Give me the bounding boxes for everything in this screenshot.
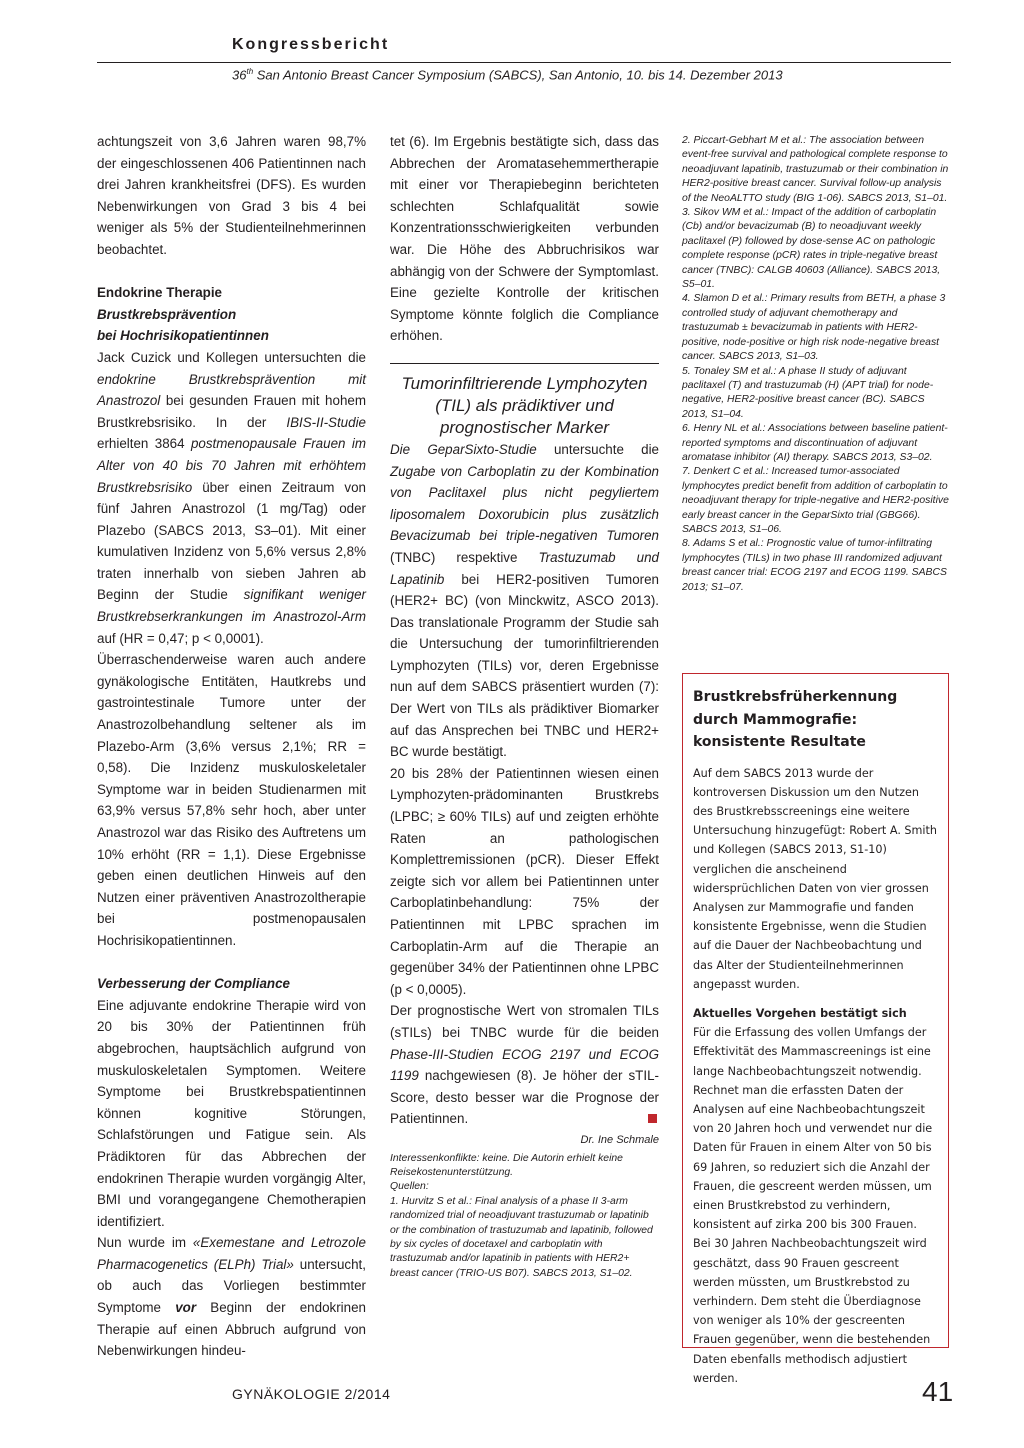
- sidebar-box-mammografie: [682, 673, 949, 1385]
- reference-item: 8. Adams S et al.: Prognostic value of tumor-infiltrating lymphocytes (TILs) in two phase III randomized adjuvant breast cancer trial: ECOG 2197 and ECOG 1199. SABCS 2013; S1–07.: [682, 538, 947, 593]
- section-heading-endokrine-therapie: Endokrine Therapie: [97, 285, 223, 301]
- box-subheading: Aktuelles Vorgehen bestätigt sich: [693, 1006, 907, 1020]
- references-heading: Quellen:: [390, 1181, 429, 1193]
- subheading-compliance: Verbesserung der Compliance: [97, 976, 290, 992]
- reference-item: 3. Sikov WM et al.: Impact of the addition of carboplatin (Cb) and/or bevacizumab (B) to neoadjuvant weekly paclitaxel (P) followed by dose-sense AC on pathologic complete response (pCR) rates in triple-negative breast cancer (TNBC): CALGB 40603 (Alliance). SABCS 2013, S5–01.: [682, 207, 941, 291]
- text-run: untersucht, ob auch das Vorliegen bestimmter Symptome: [97, 1256, 366, 1316]
- text-run-italic: endokrine Brustkrebsprävention mit Anastrozol: [97, 371, 366, 409]
- text-run-italic: signifikant weniger Brustkrebserkrankungen im Anastrozol-Arm: [97, 587, 366, 625]
- text-run: bei gesunden Frauen mit hohem Brustkrebsrisiko. In der: [97, 393, 366, 430]
- footer-journal-name: GYNÄKOLOGIE 2/2014: [232, 1386, 391, 1402]
- box-title: Brustkrebsfrüherkennung durch Mammografie: konsistente Resultate: [693, 689, 898, 750]
- subtitle-number: 36: [232, 67, 247, 83]
- paragraph: [390, 1000, 659, 1130]
- running-header-subtitle: [232, 67, 783, 82]
- reference-item: 1. Hurvitz S et al.: Final analysis of a phase II 3-arm randomized trial of neoadjuvant trastuzumab or lapatinib or the combination of trastuzumab and lapatinib, followed by six cycles of docetaxel and carboplatin with trastuzumab and/or lapatinib in patients with HER2+ breast cancer (TRIO-US B07). SABCS 2013, S1–02.: [390, 1195, 653, 1279]
- column-right-references: [682, 134, 952, 595]
- reference-item: 2. Piccart-Gebhart M et al.: The association between event-free survival and pathological complete response to neoadjuvant lapatinib, trastuzumab or their combination in HER2-positive breast cancer. Survival follow-up analysis of the NeoALTTO study (BIG 1-06). SABCS 2013, S1–01.: [682, 135, 949, 204]
- subtitle-text: San Antonio Breast Cancer Symposium (SABCS), San Antonio, 10. bis 14. Dezember 2013: [253, 67, 783, 83]
- reference-item: 5. Tonaley SM et al.: A phase II study of adjuvant paclitaxel (T) and trastuzumab (H) (APT trial) for node-negative, HER2-positive breast cancer (BC). SABCS 2013, S1–04.: [682, 365, 934, 420]
- author-signature: Dr. Ine Schmale: [580, 1133, 659, 1146]
- paragraph: Überraschenderweise waren auch andere gynäkologische Entitäten, Hautkrebs und gastrointestinale Tumore unter der Anastrozolbehandlung seltener als im Plazebo-Arm (3,6% versus 2,1%; RR = 0,58). Die Inzidenz muskuloskeletaler Symptome war in beiden Studienarmen mit 63,9% versus 57,8% sehr hoch, aber unter Anastrozol war das Risiko des Auftretens um 10% erhöht (RR = 1,1). Diese Ergebnisse geben einen deutlichen Hinweis auf den Nutzen einer präventiven Anastrozoltherapie bei postmenopausalen Hochrisikopatientinnen.: [97, 652, 366, 948]
- column-left: [97, 131, 366, 1362]
- text-run: (TNBC) respektive: [390, 549, 539, 565]
- text-run-italic: Die: [390, 441, 428, 457]
- text-run: erhielten 3864: [97, 436, 191, 452]
- reference-item: 6. Henry NL et al.: Associations between baseline patient-reported symptoms and discontinuation of adjuvant aromatase inhibitor (AI) therapy. SABCS 2013, S3–02.: [682, 423, 948, 463]
- text-run: nachgewiesen (8). Je höher der sTIL-Score, desto besser war die Prognose der Patientinnen.: [390, 1068, 659, 1127]
- paragraph: tet (6). Im Ergebnis bestätigte sich, dass das Abbrechen der Aromatasehemmertherapie mit einer vor Therapiebeginn berichteten schlechten Schlafqualität sowie Konzentrationsschwierigkeiten verbunden war. Die Höhe des Abbruchrisikos war abhängig von der Schwere der Symptomlast. Eine gezielte Kontrolle der kritischen Symptome könnte folglich die Compliance erhöhen.: [390, 134, 659, 344]
- text-run: untersuchte die: [536, 441, 659, 457]
- paragraph: achtungszeit von 3,6 Jahren waren 98,7% der eingeschlossenen 406 Patientinnen nach drei Jahren krankheitsfrei (DFS). Es wurden Nebenwirkungen von Grad 3 bis 4 bei weniger als 5% der Studienteilnehmerinnen beobachtet.: [97, 134, 366, 257]
- running-header-title: Kongressbericht: [232, 36, 390, 53]
- text-run: bei HER2-positiven Tumoren (HER2+ BC) (von Minckwitz, ASCO 2013). Das translationale Programm der Studie sah die Untersuchung der tumorinfiltrierenden Lymphozyten (TILs) vor, deren Ergebnisse nun auf dem SABCS präsentiert wurden (7): Der Wert von TILs als prädiktiver Biomarker auf das Ansprechen bei TNBC und HER2+ BC wurde bestätigt.: [390, 571, 659, 760]
- text-run-bold-italic: vor: [175, 1300, 197, 1316]
- text-run-italic: postmenopausale Frauen im Alter von 40 bis 70 Jahren mit erhöhtem Brustkrebsrisiko: [97, 436, 366, 495]
- subheading-brustkrebspraevention: Brustkrebsprävention: [97, 306, 237, 322]
- box-paragraph: Für die Erfassung des vollen Umfangs der Effektivität des Mammascreenings ist eine lange Nachbeobachtungszeit notwendig. Rechnet man die erfassten Daten der Analysen auf eine Nachbeobachtungszeit von 20 Jahren hoch und verwendet nur die Daten für Frauen in einem Alter von 50 bis 69 Jahren, so reduziert sich die Anzahl der Frauen, die gescreent werden müssen, um einen Brustkrebstod zu verhindern, konsistent auf zirka 200 bis 300 Frauen. Bei 30 Jahren Nachbeobachtungszeit wird geschätzt, dass 90 Frauen gescreent werden müssten, um Brustkrebstod zu verhindern. Dem steht die Überdiagnose von weniger als 10% der gescreenten Frauen gegenüber, wenn die bestehenden Daten ebenfalls methodisch adjustiert werden.: [693, 1026, 933, 1385]
- text-run-italic: GeparSixto-Studie: [427, 441, 537, 457]
- text-run-italic: «Exemestane and Letrozole Pharmacogenetics (ELPh) Trial»: [97, 1235, 367, 1272]
- column-middle: [390, 131, 659, 1281]
- text-run-italic: Phase-III-Studien ECOG 2197 und ECOG 1199: [390, 1046, 659, 1084]
- subheading-hochrisikopatientinnen: bei Hochrisikopatientinnen: [97, 328, 269, 344]
- section-heading-til: Tumorinfiltrierende Lymphozyten (TIL) als prädiktiver und prognostischer Marker: [401, 373, 648, 437]
- end-of-article-square: [648, 1114, 657, 1123]
- text-run: auf (HR = 0,47; p < 0,0001).: [97, 630, 264, 646]
- paragraph: [97, 347, 366, 649]
- text-run: Jack Cuzick und Kollegen untersuchten die: [97, 349, 366, 365]
- page-number: 41: [922, 1376, 954, 1407]
- section-divider: [390, 363, 659, 364]
- subtitle-ordinal: th: [246, 67, 254, 76]
- text-run: Nun wurde im: [97, 1235, 193, 1251]
- reference-item: 4. Slamon D et al.: Primary results from BETH, a phase 3 controlled study of adjuvant chemotherapy and trastuzumab ± bevacizumab in patients with HER2-positive, node-positive or high risk node-negative breast cancer. SABCS 2013, S1–03.: [682, 293, 946, 363]
- paragraph: [97, 1232, 366, 1362]
- paragraph: [390, 439, 659, 763]
- text-run-italic: Trastuzumab und Lapatinib: [390, 549, 659, 587]
- header-divider: [97, 62, 951, 63]
- box-paragraph: Auf dem SABCS 2013 wurde der kontroversen Diskussion um den Nutzen des Brustkrebsscreenings eine weitere Untersuchung hinzugefügt: Robert A. Smith und Kollegen (SABCS 2013, S1-10) verglichen die anscheinend widersprüchlichen Daten von vier grossen Analysen zur Mammografie und fanden konsistente Ergebnisse, wenn die Studien auf die Dauer der Nachbeobachtung und das Alter der Studienteilnehmerinnen angepasst wurden.: [693, 766, 938, 991]
- paragraph: 20 bis 28% der Patientinnen wiesen einen Lymphozyten-prädominanten Brustkrebs (LPBC; ≥ 60% TILs) auf und zeigten erhöhte Raten an pathologischen Komplettremissionen (pCR). Dieser Effekt zeigte sich vor allem bei Patientinnen unter Carboplatinbehandlung: 75% der Patientinnen mit LPBC sprachen im Carboplatin-Arm auf die Therapie an gegenüber 34% der Patientinnen ohne LPBC (p < 0,0005).: [390, 765, 659, 997]
- text-run: Der prognostische Wert von stromalen TILs (sTILs) bei TNBC wurde für die beiden: [390, 1003, 659, 1040]
- paragraph: Eine adjuvante endokrine Therapie wird von 20 bis 30% der Patientinnen früh abgebrochen, hauptsächlich aufgrund von muskuloskeletalen Symptomen. Weitere Symptome bei Brustkrebspatientinnen können kognitive Störungen, Schlafstörungen und Fatigue sein. Als Prädiktoren für das Abbrechen der endokrinen Therapie wurden vorgängig Alter, BMI und vorangegangene Chemotherapien identifiziert.: [97, 997, 366, 1229]
- text-run-italic: IBIS-II-Studie: [286, 414, 366, 430]
- conflict-of-interest-note: Interessenkonflikte: keine. Die Autorin erhielt keine Reisekostenunterstützung.: [390, 1152, 623, 1178]
- text-run-italic: Zugabe von Carboplatin zu der Kombination von Paclitaxel plus nicht pegyliertem liposomalem Doxorubicin plus zusätzlich Bevacizumab bei triple-negativen Tumoren: [390, 463, 659, 544]
- text-run: über einen Zeitraum von fünf Jahren Anastrozol (1 mg/Tag) oder Plazebo (SABCS 2013, S3–01). Mit einer kumulativen Inzidenz von 5,6% versus 2,8% traten innerhalb von sieben Jahren ab Beginn der Studie: [97, 479, 366, 603]
- text-run: Beginn der endokrinen Therapie auf einen Abbruch aufgrund von Nebenwirkungen hindeu-: [97, 1300, 366, 1359]
- reference-item: 7. Denkert C et al.: Increased tumor-associated lymphocytes predict benefit from addition of carboplatin to neoadjuvant therapy for triple-negative and HER2-positive early breast cancer in the GeparSixto trial (GBG66). SABCS 2013, S1–06.: [682, 466, 949, 535]
